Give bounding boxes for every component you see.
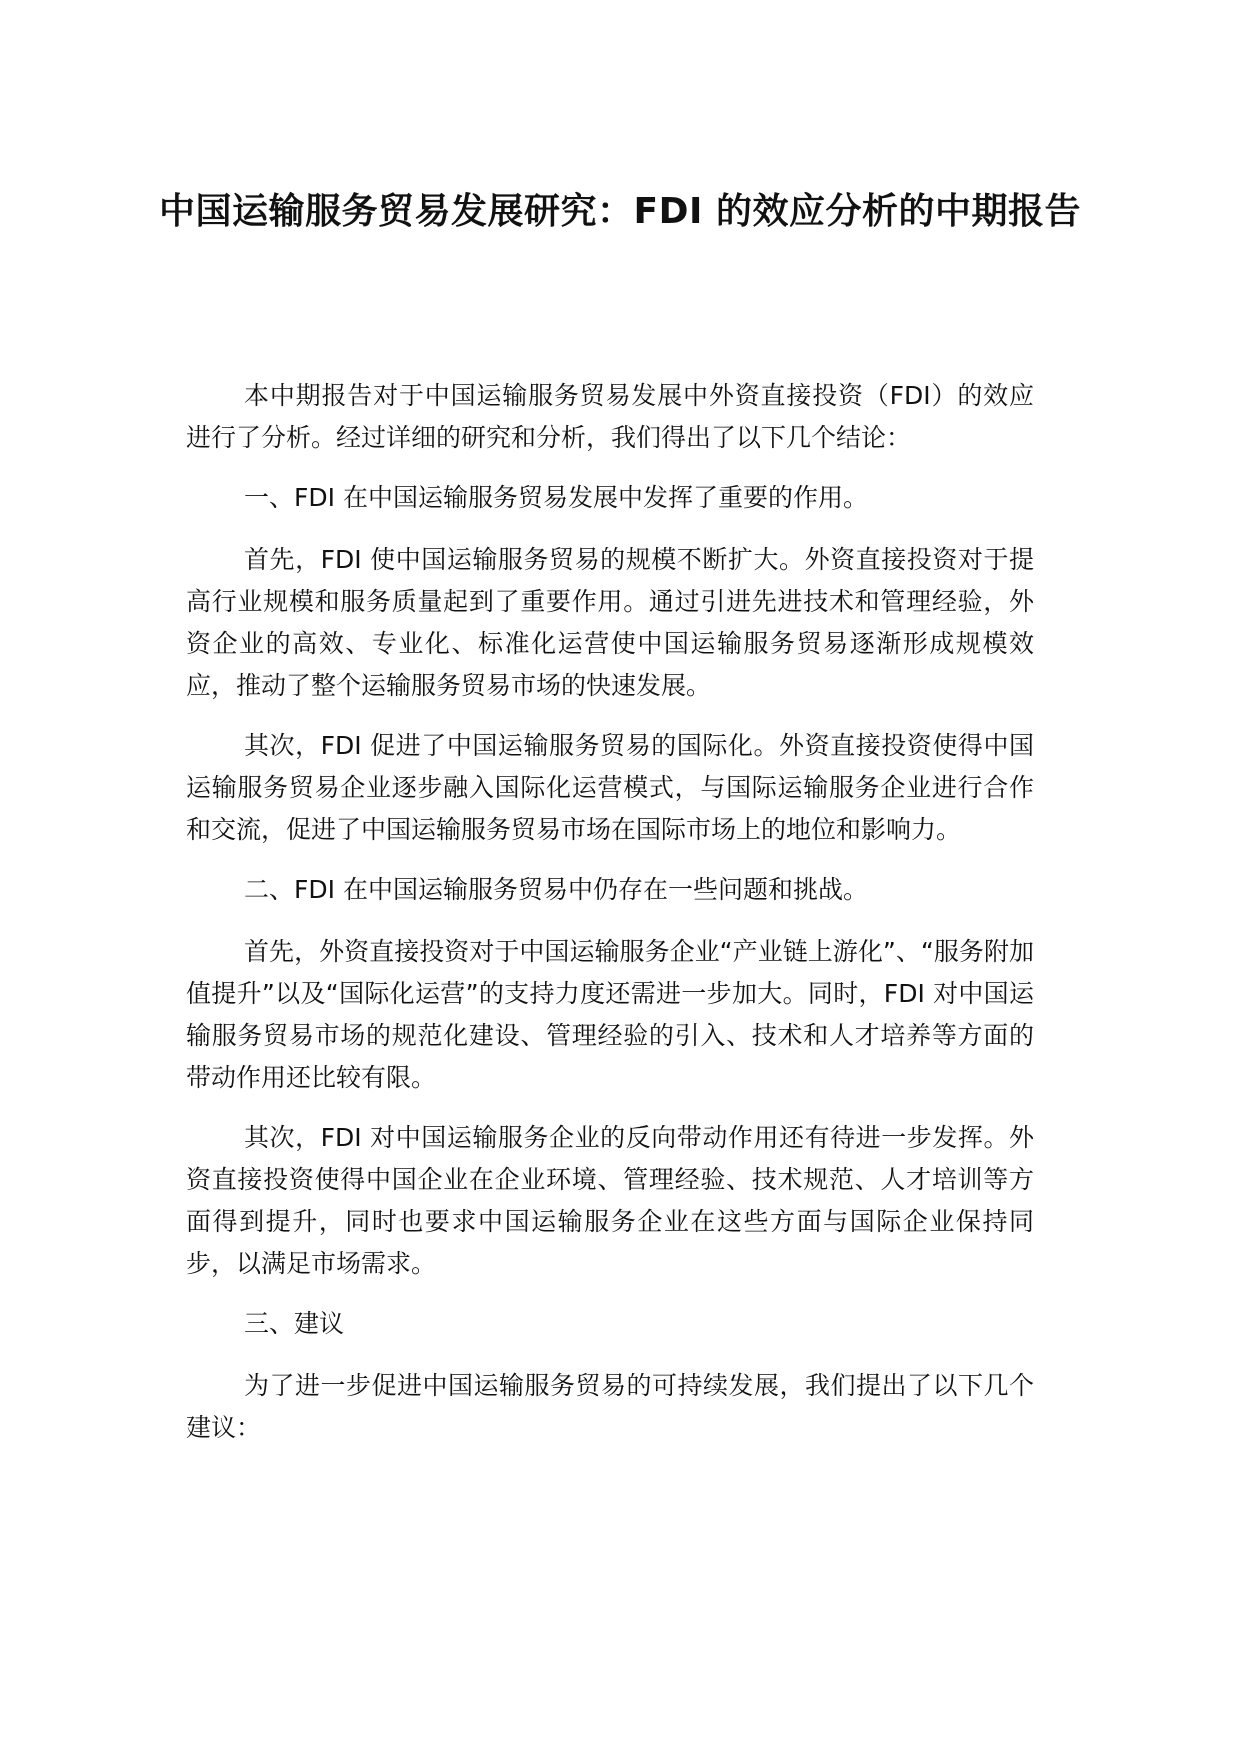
paragraph-support-insufficient: 首先，外资直接投资对于中国运输服务企业“产业链上游化”、“服务附加值提升”以及“国际化运营”的支持力度还需进一步加大。同时，FDI 对中国运输服务贸易市场的规范化建设、管理经验的引入、技术和人才培养等方面的带动作用还比较有限。 — [186, 937, 1034, 1092]
section-heading-2: 二、FDI 在中国运输服务贸易中仍存在一些问题和挑战。 — [244, 875, 868, 904]
paragraph-suggestions-intro: 为了进一步促进中国运输服务贸易的可持续发展，我们提出了以下几个建议： — [186, 1371, 1034, 1442]
intro-paragraph: 本中期报告对于中国运输服务贸易发展中外资直接投资（FDI）的效应进行了分析。经过详细的研究和分析，我们得出了以下几个结论： — [186, 381, 1034, 452]
document-title: 中国运输服务贸易发展研究：FDI 的效应分析的中期报告 — [159, 191, 1081, 232]
document-body — [186, 375, 1034, 1467]
section-heading-1: 一、FDI 在中国运输服务贸易发展中发挥了重要的作用。 — [244, 483, 868, 512]
paragraph-internationalization: 其次，FDI 促进了中国运输服务贸易的国际化。外资直接投资使得中国运输服务贸易企业逐步融入国际化运营模式，与国际运输服务企业进行合作和交流，促进了中国运输服务贸易市场在国际市场上的地位和影响力。 — [186, 731, 1034, 844]
section-heading-3: 三、建议 — [244, 1309, 345, 1338]
paragraph-reverse-effect: 其次，FDI 对中国运输服务企业的反向带动作用还有待进一步发挥。外资直接投资使得中国企业在企业环境、管理经验、技术规范、人才培训等方面得到提升，同时也要求中国运输服务企业在这些方面与国际企业保持同步，以满足市场需求。 — [186, 1123, 1034, 1278]
paragraph-scale-expansion: 首先，FDI 使中国运输服务贸易的规模不断扩大。外资直接投资对于提高行业规模和服务质量起到了重要作用。通过引进先进技术和管理经验，外资企业的高效、专业化、标准化运营使中国运输服务贸易逐渐形成规模效应，推动了整个运输服务贸易市场的快速发展。 — [186, 545, 1034, 700]
